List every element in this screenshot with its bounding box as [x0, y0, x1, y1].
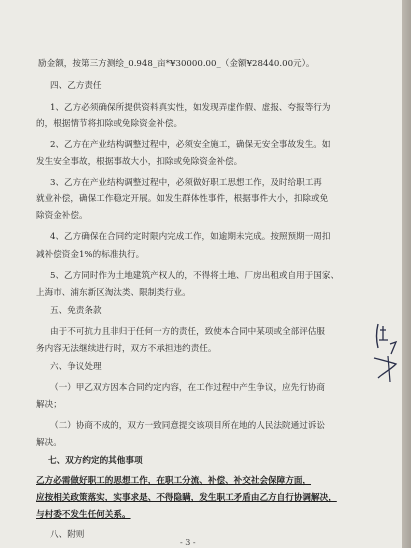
section-heading-4: 四、乙方责任 [50, 81, 102, 91]
page-number: - 3 - [180, 538, 196, 547]
section-heading-8: 八、附则 [50, 530, 85, 540]
section-heading-6: 六、争议处理 [50, 362, 102, 372]
text-line-3: 1、乙方必须确保所提供资料真实性，如发现弄虚作假、虚报、夸报等行为 [50, 103, 331, 113]
text-line-8: 就业补偿，确保工作稳定开展。如发生群体性事件，根据事件大小，扣除或免 [36, 194, 329, 204]
text-line-19: 解决； [36, 400, 62, 410]
text-line-15: 由于不可抗力且非归于任何一方的责任，致使本合同中某项或全部评估服 [50, 327, 326, 337]
text-line-10: 4、乙方确保在合同约定时限内完成工作，如逾期未完成。按照预期一周扣 [50, 232, 331, 242]
text-line-9: 除资金补偿。 [36, 211, 88, 221]
text-line-25: 与村委不发生任何关系。 [36, 510, 131, 520]
text-line-1: 励金额，按第三方测绘_0.948_亩*¥30000.00_（金额¥28440.00元）。 [38, 59, 315, 69]
text-line-20: （二）协商不成的，双方一致同意提交该项目所在地的人民法院通过诉讼 [50, 421, 326, 431]
text-line-21: 解决。 [36, 438, 62, 448]
text-line-23: 乙方必需做好职工的思想工作，在职工分流、补偿、补交社会保障方面， [36, 476, 312, 486]
text-line-4: 的，根据情节将扣除或免除资金补偿。 [36, 119, 183, 129]
section-heading-7: 七、双方约定的其他事项 [48, 456, 143, 466]
handwritten-annotation [368, 318, 400, 388]
text-line-13: 上海市、浦东新区淘汰类、限制类行业。 [36, 288, 191, 298]
text-line-12: 5、乙方同时作为土地建筑产权人的，不得将土地、厂房出租或自用于国家、 [50, 271, 340, 281]
text-line-7: 3、乙方在产业结构调整过程中，必须做好职工思想工作，及时给职工再 [50, 178, 322, 188]
text-line-11: 减补偿资金1%的标准执行。 [36, 250, 145, 260]
page-edge-shadow [402, 0, 411, 548]
text-line-24: 应按相关政策落实，实事求是、不得隐瞒，发生职工矛盾由乙方自行协调解决， [36, 493, 337, 503]
text-line-5: 2、乙方在产业结构调整过程中，必须安全施工，确保无安全事故发生。如 [50, 140, 331, 150]
section-heading-5: 五、免责条款 [50, 306, 102, 316]
text-line-6: 发生安全事故，根据事故大小，扣除或免除资金补偿。 [36, 157, 243, 167]
text-line-16: 务内容无法继续进行时，双方不承担违约责任。 [36, 344, 217, 354]
text-line-18: （一）甲乙双方因本合同约定内容，在工作过程中产生争议，应先行协商 [50, 383, 326, 393]
